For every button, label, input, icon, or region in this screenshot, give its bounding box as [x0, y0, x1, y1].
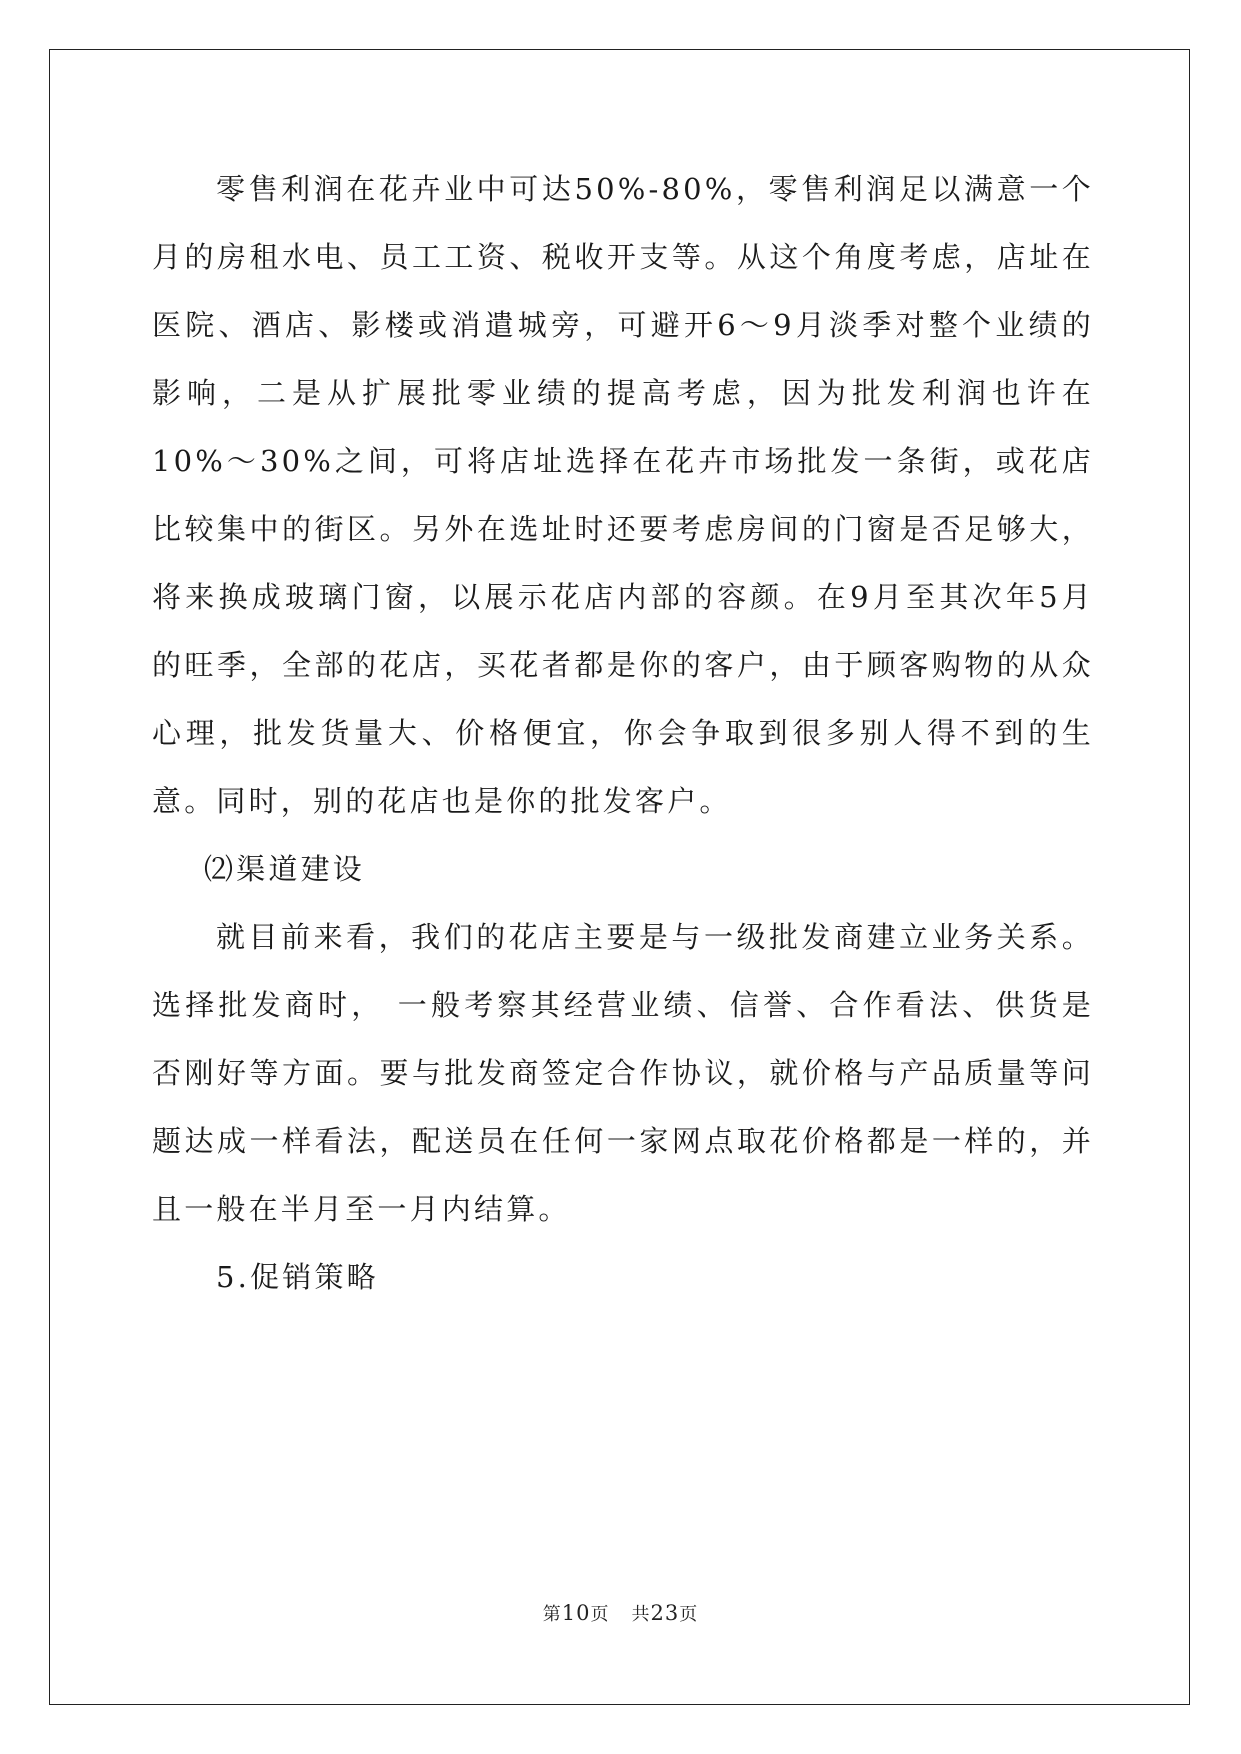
footer-total-pages: 23	[650, 1601, 680, 1625]
heading-promotion-strategy: 5.促销策略	[216, 1260, 379, 1294]
document-body	[152, 155, 1094, 1311]
page-footer	[0, 1600, 1241, 1626]
footer-page-suffix: 页	[590, 1604, 610, 1625]
footer-total-prefix: 共	[631, 1604, 651, 1625]
paragraph-wholesaler: 就目前来看，我们的花店主要是与一级批发商建立业务关系。选择批发商时， 一般考察其经营业绩、信誉、合作看法、供货是否刚好等方面。要与批发商签定合作协议，就价格与产品质量等问题达成一样看法，配送员在任何一家网点取花价格都是一样的，并且一般在半月至一月内结算。	[152, 920, 1094, 1226]
footer-prefix: 第	[542, 1604, 562, 1625]
footer-total-suffix: 页	[679, 1604, 699, 1625]
heading-channel-construction: ⑵渠道建设	[204, 852, 366, 886]
footer-page-number: 10	[561, 1601, 591, 1625]
paragraph-retail-profit: 零售利润在花卉业中可达50%-80%，零售利润足以满意一个月的房租水电、员工工资、税收开支等。从这个角度考虑，店址在医院、酒店、影楼或消遣城旁，可避开6～9月淡季对整个业绩的影响，二是从扩展批零业绩的提高考虑，因为批发利润也许在10%～30%之间，可将店址选择在花卉市场批发一条街，或花店比较集中的街区。另外在选址时还要考虑房间的门窗是否足够大，将来换成玻璃门窗，以展示花店内部的容颜。在9月至其次年5月的旺季，全部的花店，买花者都是你的客户，由于顾客购物的从众心理，批发货量大、价格便宜，你会争取到很多别人得不到的生意。同时，别的花店也是你的批发客户。	[152, 172, 1094, 818]
